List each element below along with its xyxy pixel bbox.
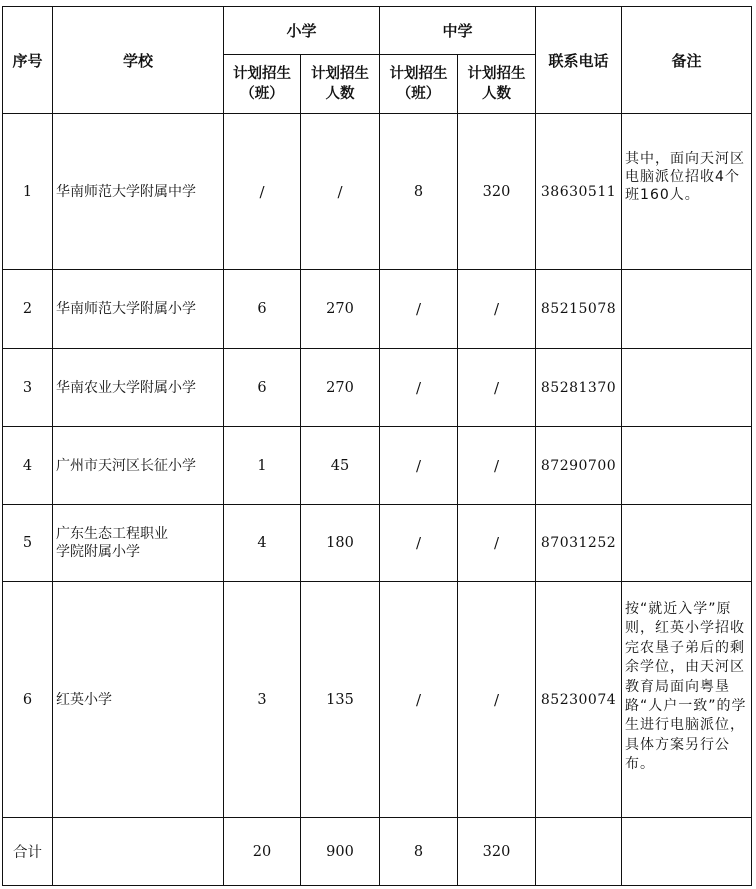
row-school: 红英小学 (53, 582, 224, 818)
row-primary-classes: 6 (224, 349, 301, 427)
row-primary-people: 45 (301, 427, 380, 505)
header-middle-classes (380, 55, 458, 114)
header-middle-classes-line2: （班） (396, 86, 441, 102)
row-school: 华南师范大学附属中学 (53, 114, 224, 270)
total-middle-people: 320 (458, 818, 536, 886)
row-middle-people: / (458, 505, 536, 582)
header-middle-people-line1: 计划招生 (467, 66, 526, 82)
total-label: 合计 (3, 818, 53, 886)
row-seq: 1 (3, 114, 53, 270)
row-primary-people: 135 (301, 582, 380, 818)
row-primary-classes: 6 (224, 270, 301, 349)
row-phone: 87031252 (536, 505, 622, 582)
row-primary-classes: 3 (224, 582, 301, 818)
enrollment-table (2, 6, 752, 886)
row-middle-people: / (458, 582, 536, 818)
row-middle-classes: 8 (380, 114, 458, 270)
header-seq: 序号 (3, 7, 53, 114)
row-seq: 2 (3, 270, 53, 349)
row-remark (622, 505, 752, 582)
row-primary-people: 180 (301, 505, 380, 582)
row-school: 广州市天河区长征小学 (53, 427, 224, 505)
row-school: 华南师范大学附属小学 (53, 270, 224, 349)
header-remark: 备注 (622, 7, 752, 114)
row-phone: 85215078 (536, 270, 622, 349)
row-remark: 其中，面向天河区电脑派位招收4个班160人。 (622, 114, 752, 270)
row-seq: 4 (3, 427, 53, 505)
row-phone: 85281370 (536, 349, 622, 427)
row-school (53, 505, 224, 582)
row-middle-classes: / (380, 427, 458, 505)
row-phone: 85230074 (536, 582, 622, 818)
row-primary-people: / (301, 114, 380, 270)
row-phone: 38630511 (536, 114, 622, 270)
header-primary-classes-line1: 计划招生 (233, 66, 291, 82)
total-primary-classes: 20 (224, 818, 301, 886)
row-middle-classes: / (380, 505, 458, 582)
header-primary-people (301, 55, 380, 114)
row-school-line1: 广东生态工程职业 (56, 526, 168, 542)
total-primary-people: 900 (301, 818, 380, 886)
row-seq: 6 (3, 582, 53, 818)
table-row (3, 427, 752, 505)
table-row (3, 270, 752, 349)
row-middle-people: 320 (458, 114, 536, 270)
total-middle-classes: 8 (380, 818, 458, 886)
header-school: 学校 (53, 7, 224, 114)
row-primary-classes: 1 (224, 427, 301, 505)
header-middle: 中学 (380, 7, 536, 55)
row-primary-classes: 4 (224, 505, 301, 582)
total-row (3, 818, 752, 886)
row-middle-people: / (458, 270, 536, 349)
header-primary-classes-line2: （班） (240, 86, 284, 102)
header-primary-classes (224, 55, 301, 114)
table-row (3, 114, 752, 270)
row-primary-people: 270 (301, 270, 380, 349)
row-seq: 5 (3, 505, 53, 582)
row-remark (622, 349, 752, 427)
header-middle-people-line2: 人数 (482, 86, 512, 102)
header-phone: 联系电话 (536, 7, 622, 114)
row-middle-classes: / (380, 270, 458, 349)
table-row (3, 349, 752, 427)
row-middle-people: / (458, 349, 536, 427)
total-phone (536, 818, 622, 886)
row-school: 华南农业大学附属小学 (53, 349, 224, 427)
row-phone: 87290700 (536, 427, 622, 505)
table-row (3, 582, 752, 818)
table-row (3, 505, 752, 582)
header-primary-people-line2: 人数 (325, 86, 355, 102)
row-middle-classes: / (380, 349, 458, 427)
header-primary-people-line1: 计划招生 (311, 66, 369, 82)
row-middle-people: / (458, 427, 536, 505)
total-school (53, 818, 224, 886)
total-remark (622, 818, 752, 886)
row-seq: 3 (3, 349, 53, 427)
header-primary: 小学 (224, 7, 380, 55)
header-middle-people (458, 55, 536, 114)
row-primary-people: 270 (301, 349, 380, 427)
row-school-line2: 学院附属小学 (56, 544, 140, 560)
header-middle-classes-line1: 计划招生 (389, 66, 448, 82)
row-middle-classes: / (380, 582, 458, 818)
header-row-1 (3, 7, 752, 55)
row-remark (622, 270, 752, 349)
row-remark (622, 427, 752, 505)
row-primary-classes: / (224, 114, 301, 270)
row-remark: 按“就近入学”原则，红英小学招收完农垦子弟后的剩余学位，由天河区教育局面向粤垦路“人户一致”的学生进行电脑派位，具体方案另行公布。 (622, 582, 752, 818)
